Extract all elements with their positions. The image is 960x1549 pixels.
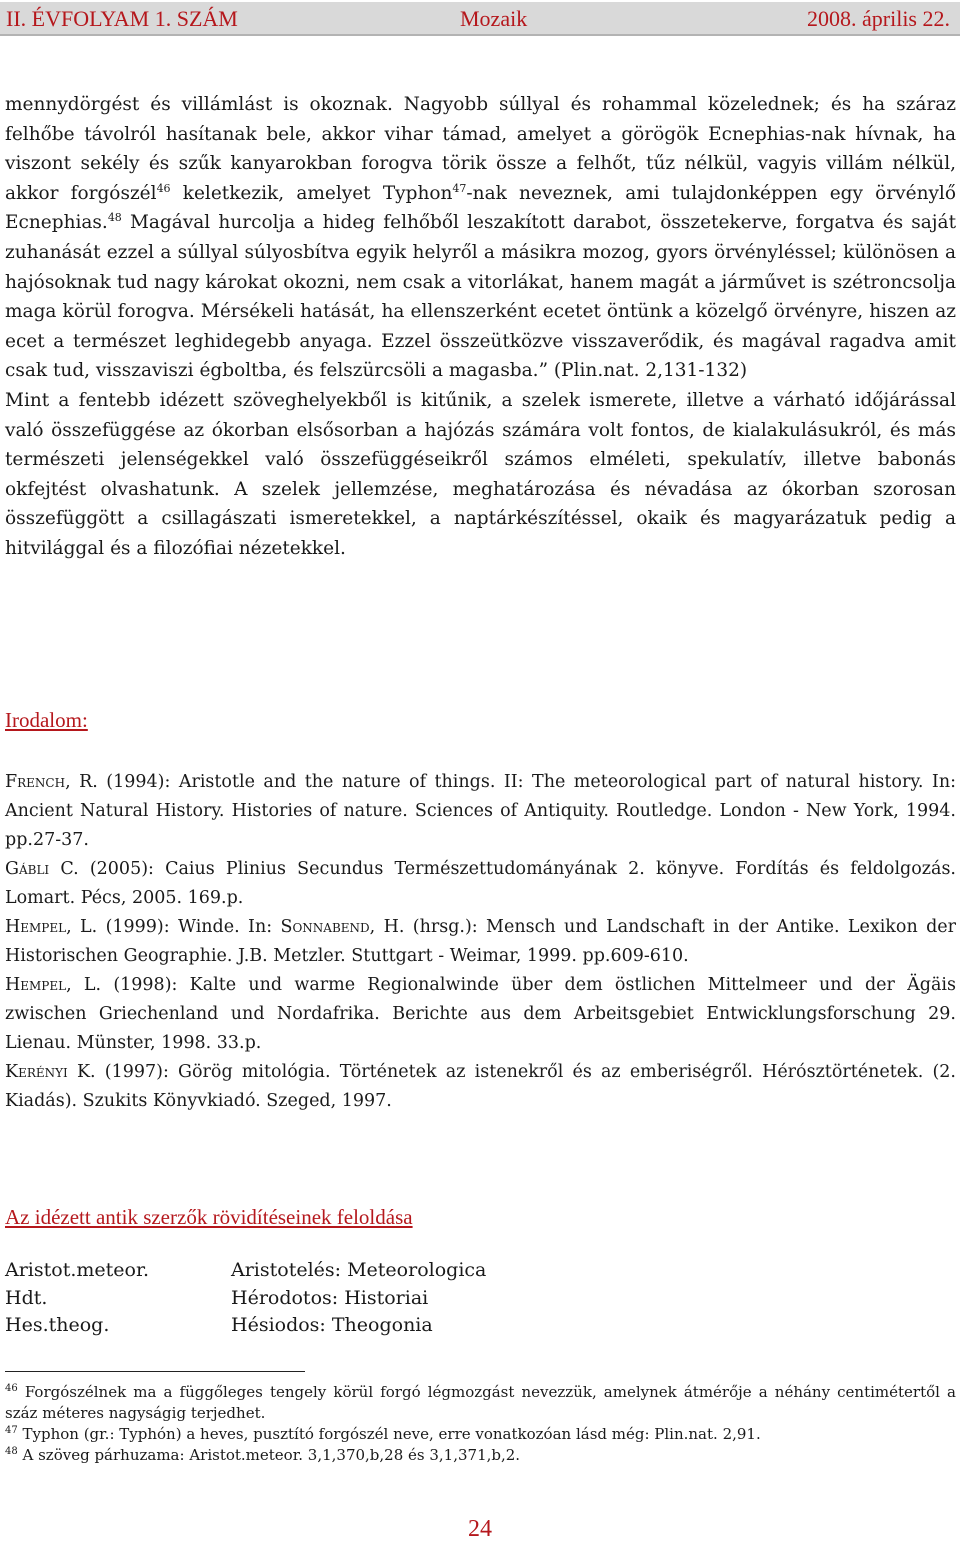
- abbreviation-key: Hes.theog.: [5, 1314, 110, 1336]
- reference-item: [5, 768, 956, 855]
- header-journal: Mozaik: [460, 6, 528, 31]
- abbreviation-value: Aristotelés: Meteorologica: [231, 1259, 487, 1281]
- text-run: keletkezik, amelyet Typhon: [170, 182, 453, 204]
- references-heading: Irodalom:: [5, 708, 88, 732]
- footnote-separator: [5, 1371, 305, 1372]
- footnote-text: A szöveg párhuzama: Aristot.meteor. 3,1,370,b,28 és 3,1,371,b,2.: [17, 1446, 521, 1464]
- abbreviation-key: Aristot.meteor.: [5, 1259, 149, 1281]
- paragraph-quote: [5, 90, 956, 386]
- abbreviation-value: Hérodotos: Historiai: [231, 1286, 429, 1309]
- abbreviation-value: Hésiodos: Theogonia: [231, 1314, 433, 1336]
- header-date: 2008. április 22.: [807, 6, 950, 31]
- abbreviation-row: [5, 1257, 486, 1285]
- reference-author: Hempel: [5, 917, 67, 937]
- reference-item: [5, 971, 956, 1058]
- reference-text: , H. (hrsg.): Mensch und Landschaft in der Antike. Lexikon der Historischen Geographie. J.B. Metzler. Stuttgart - Weimar, 1999. pp.609-610.: [5, 917, 956, 966]
- reference-text: K. (1997): Görög mitológia. Történetek az istenekről és az emberiségről. Hérósztörténetek. (2. Kiadás). Szukits Könyvkiadó. Szeged, 1997.: [5, 1062, 956, 1111]
- paragraph-summary: Mint a fentebb idézett szöveghelyekből is kitűnik, a szelek ismerete, illetve a várható időjárással való összefüggése az ókorban elsősorban a hajózás számára volt fontos, de kialakulásukról, és más természeti jelenségekkel való összefüggéseikről számos elméleti, spekulatív, illetve babonás okfejtést olvashatunk. A szelek jellemzése, meghatározása és névadása az ókorban szorosan összefüggött a csillagászati ismeretekkel, a naptárkészítéssel, okaik és magyarázatuk pedig a hitvilággal és a filozófiai nézetekkel.: [5, 389, 956, 559]
- references-list: [5, 768, 956, 1116]
- footnotes: [5, 1382, 956, 1466]
- footnote-47: [5, 1424, 956, 1445]
- text-run: Magával hurcolja a hideg felhőből leszakított darabot, összetekerve, forgatva és saját zuhanását ezzel a súllyal súlyosbítva egyik helyről a másikra mozog, gyors örvényléssel; különösen a hajósoknak tud nagy károkat okozni, nem csak a vitorlákat, hanem magát a járművet is szétroncsolja maga körül forogva. Mérsékeli hatását, ha ellenszerként ecetet öntünk a közelgő örvényre, hiszen az ecet a természet leghidegebb anyaga. Ezzel összeütközve visszaverődik, és magával ragadva amit csak tud, visszaviszi égboltba, és felszürcsöli a magasba.” (Plin.nat. 2,131-132): [5, 212, 956, 382]
- footnote-ref-46[interactable]: 46: [156, 181, 171, 195]
- reference-author: Gábli: [5, 859, 50, 879]
- reference-author: Hempel: [5, 975, 67, 995]
- footnote-46: [5, 1382, 956, 1424]
- footnote-ref-48[interactable]: 48: [107, 211, 122, 225]
- reference-text: , L. (1999): Winde. In:: [66, 917, 281, 937]
- text-run: mennydörgést és villámlást is okoznak. Nagyobb súllyal és rohammal közelednek; és ha száraz felhőbe távolról hasítanak bele, akkor vihar támad, amelyet a görögök Ecnephias-nak hívnak, ha viszont sekély és szűk kanyarokban forogva törik össze a felhőt, tűz nélkül, vagyis villám nélkül, akkor forgószél: [5, 94, 956, 204]
- footnote-ref-47[interactable]: 47: [452, 181, 467, 195]
- abbreviation-row: [5, 1285, 486, 1313]
- reference-text: C. (2005): Caius Plinius Secundus Természettudományának 2. könyve. Fordítás és feldolgozás. Lomart. Pécs, 2005. 169.p.: [5, 859, 956, 908]
- reference-author: French: [5, 772, 66, 792]
- reference-text: , R. (1994): Aristotle and the nature of things. II: The meteorological part of natural history. In: Ancient Natural History. Histories of nature. Sciences of Antiquity. Routledge. London - New York, 1994. pp.27-37.: [5, 772, 956, 850]
- footnote-text: Forgószélnek ma a függőleges tengely körül forgó légmozgást nevezzük, amelynek átmérője a néhány centimétertől a száz méteres nagyságig terjedhet.: [5, 1383, 956, 1422]
- reference-text: , L. (1998): Kalte und warme Regionalwinde über dem östlichen Mittelmeer und der Ägäis zwischen Griechenland und Nordafrika. Berichte aus dem Arbeitsgebiet Entwicklungsforschung 29. Lienau. Münster, 1998. 33.p.: [5, 975, 956, 1053]
- reference-item: [5, 913, 956, 971]
- reference-item: [5, 1058, 956, 1116]
- reference-author: Kerényi: [5, 1062, 68, 1082]
- footnote-48: [5, 1445, 956, 1466]
- abbreviation-key: Hdt.: [5, 1286, 48, 1309]
- footnote-number: 47: [5, 1425, 18, 1436]
- reference-item: [5, 855, 956, 913]
- abbreviations-table: [5, 1257, 486, 1340]
- text-run: -nak neveznek, ami tulajdonképpen egy örvénylő Ecnephias.: [5, 182, 956, 234]
- reference-editor: Sonnabend: [280, 917, 370, 937]
- header-volume: II. ÉVFOLYAM 1. SZÁM: [6, 6, 238, 31]
- page-header: [0, 2, 960, 36]
- page-number: 24: [468, 1516, 492, 1542]
- footnote-number: 46: [5, 1383, 18, 1394]
- abbreviation-row: [5, 1312, 486, 1340]
- footnote-number: 48: [5, 1446, 18, 1457]
- main-text: [5, 90, 956, 564]
- footnote-text: Typhon (gr.: Typhón) a heves, pusztító forgószél neve, erre vonatkozóan lásd még: Plin.nat. 2,91.: [17, 1425, 761, 1443]
- abbreviations-heading: Az idézett antik szerzők rövidítéseinek feloldása: [5, 1205, 413, 1229]
